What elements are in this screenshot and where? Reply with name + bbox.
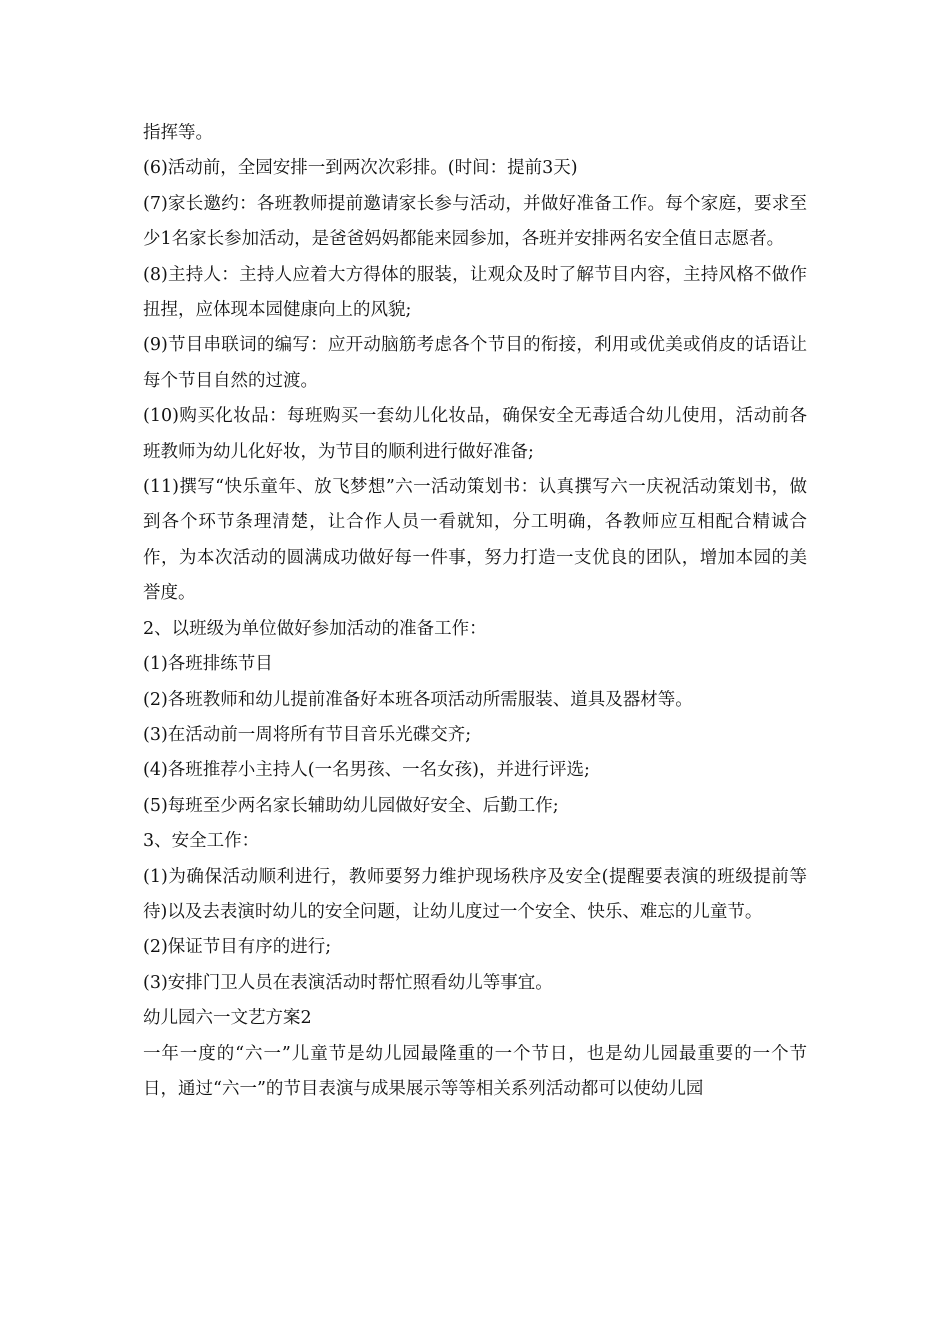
paragraph: (1)为确保活动顺利进行，教师要努力维护现场秩序及安全(提醒要表演的班级提前等待)以及去表演时幼儿的安全问题，让幼儿度过一个安全、快乐、难忘的儿童节。 [143,866,807,922]
document-body [143,116,807,1107]
section-heading: 2、以班级为单位做好参加活动的准备工作： [143,618,487,639]
paragraph: (1)各班排练节目 [143,654,273,675]
paragraph: (9)节目串联词的编写：应开动脑筋考虑各个节目的衔接，利用或优美或俏皮的话语让每个节目自然的过渡。 [143,335,807,391]
paragraph: (8)主持人：主持人应着大方得体的服装，让观众及时了解节目内容，主持风格不做作扭捏，应体现本园健康向上的风貌; [143,264,807,321]
document-title: 幼儿园六一文艺方案2 [143,1008,312,1029]
paragraph: (4)各班推荐小主持人(一名男孩、一名女孩)，并进行评选; [143,760,590,781]
paragraph: (6)活动前，全园安排一到两次次彩排。(时间：提前3天) [143,158,578,179]
paragraph: (7)家长邀约：各班教师提前邀请家长参与活动，并做好准备工作。每个家庭，要求至少1名家长参加活动，是爸爸妈妈都能来园参加，各班并安排两名安全值日志愿者。 [143,193,807,250]
paragraph: (3)安排门卫人员在表演活动时帮忙照看幼儿等事宜。 [143,972,553,993]
paragraph: 指挥等。 [143,123,213,143]
paragraph: (2)各班教师和幼儿提前准备好本班各项活动所需服装、道具及器材等。 [143,689,693,710]
paragraph: (10)购买化妆品：每班购买一套幼儿化妆品，确保安全无毒适合幼儿使用，活动前各班教师为幼儿化好妆，为节目的顺利进行做好准备; [143,406,807,462]
section-heading: 3、安全工作： [143,831,260,852]
paragraph: 一年一度的“六一”儿童节是幼儿园最隆重的一个节日，也是幼儿园最重要的一个节日，通过“六一”的节目表演与成果展示等等相关系列活动都可以使幼儿园 [143,1043,807,1099]
paragraph: (2)保证节目有序的进行; [143,937,332,958]
paragraph: (3)在活动前一周将所有节目音乐光碟交齐; [143,724,472,745]
paragraph: (11)撰写“快乐童年、放飞梦想”六一活动策划书：认真撰写六一庆祝活动策划书，做到各个环节条理清楚，让合作人员一看就知，分工明确，各教师应互相配合精诚合作，为本次活动的圆满成功做好每一件事，努力打造一支优良的团队，增加本园的美誉度。 [143,477,807,604]
paragraph: (5)每班至少两名家长辅助幼儿园做好安全、后勤工作; [143,795,559,816]
